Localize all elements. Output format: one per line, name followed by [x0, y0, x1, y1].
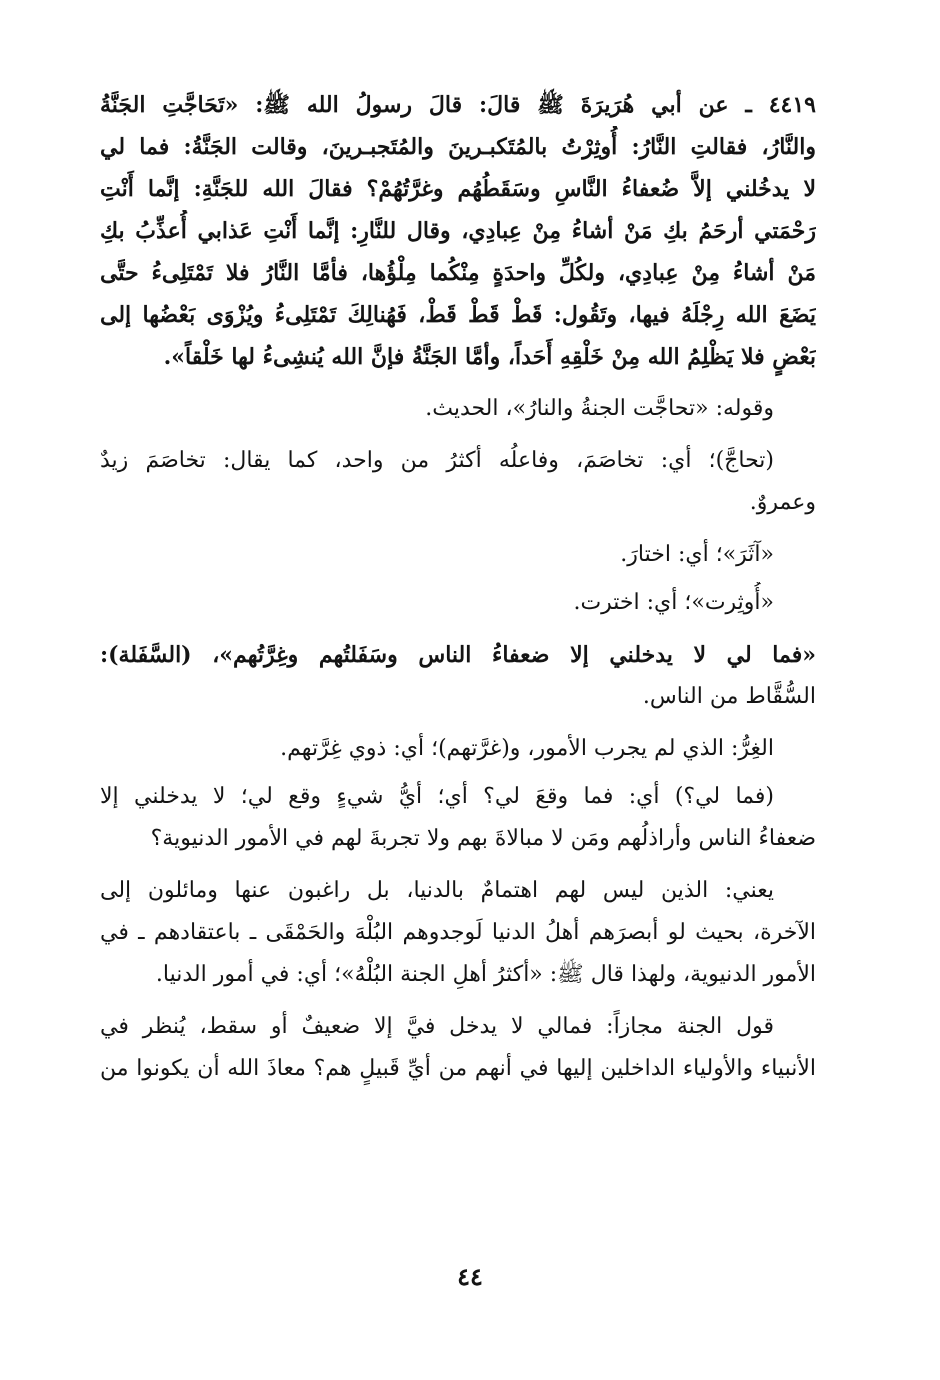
hadith-line: لا يدخُلني إلاَّ ضُعفاءُ النَّاسِ وسَقَطُهُم وغرَّتُهُمْ؟ فقالَ الله للجَنَّةِ: إنَّما أَنْتِ — [100, 176, 816, 202]
commentary-paragraph — [100, 1006, 816, 1090]
commentary-paragraph — [100, 776, 816, 860]
hadith-line: ٤٤١٩ ـ عن أبي هُرَيرَةَ ﷺ قالَ: قالَ رسولُ الله ﷺ: «تَحَاجَّتِ الجَنَّةُ — [100, 92, 816, 118]
hadith-line: والنَّارُ، فقالتِ النَّارُ: أُوثِرْتُ بالمُتَكبـرينَ والمُتَجبـرينَ، وقالت الجَنَّةُ: فما لي — [100, 134, 816, 160]
commentary-line: السُّقَّاط من الناس. — [642, 684, 816, 709]
commentary-line: «أُوثِرت»؛ أي: اخترت. — [573, 590, 774, 615]
commentary-paragraph — [100, 388, 816, 430]
commentary-paragraph — [100, 534, 816, 576]
commentary-line: «آثَرَ»؛ أي: اختارَ. — [620, 542, 774, 567]
hadith-line: يَضَعَ الله رِجْلَهُ فيها، وتَقُول: قَطْ قَطْ قَطْ، فَهُنالِكَ تَمْتَلِىءُ ويُزْوَى بَعْضُها إلى — [100, 302, 816, 328]
commentary-line: الغِرُّ: الذي لم يجرب الأمور، و(غرَّتهم)؛ أي: ذوي غِرَّتهم. — [280, 736, 774, 761]
commentary-line: الأنبياء والأولياء الداخلين إليها في أنهم من أيِّ قَبيلٍ هم؟ معاذَ الله أن يكونوا من — [100, 1056, 816, 1081]
hadith-line: رَحْمَتي أرحَمُ بكِ مَنْ أشاءُ مِنْ عِبادِي، وقال للنَّارِ: إنَّما أَنْتِ عَذابي أُعذِّبُ بكِ — [100, 218, 816, 244]
commentary-line: وعمروٌ. — [749, 490, 816, 515]
commentary-paragraph — [100, 728, 816, 770]
commentary-line: وقوله: «تحاجَّت الجنةُ والنارُ»، الحديث. — [425, 396, 774, 421]
commentary-line: يعني: الذين ليس لهم اهتمامٌ بالدنيا، بل راغبون عنها ومائلون إلى — [100, 878, 774, 903]
commentary-paragraph — [100, 870, 816, 996]
commentary-paragraph — [100, 582, 816, 624]
hadith-block — [100, 84, 816, 378]
hadith-line: مَنْ أشاءُ مِنْ عِبادِي، ولكُلِّ واحدَةٍ مِنْكُما مِلْؤُها، فأمَّا النَّارُ فلا تَمْتَلِىءُ حتَّى — [100, 260, 816, 286]
commentary-paragraph — [100, 440, 816, 524]
commentary-line: الآخرة، بحيث لو أبصرَهم أهلُ الدنيا لَوجدوهم البُلْهَ والحَمْقَى ـ باعتقادهم ـ في — [100, 920, 816, 945]
page-body — [100, 84, 816, 1090]
hadith-line: بَعْضٍ فلا يَظْلِمُ الله مِنْ خَلْقِهِ أَحَداً، وأمَّا الجَنَّةُ فإنَّ الله يُنشِىءُ لها خَلْقاً». — [163, 344, 816, 370]
commentary-line: الأمور الدنيوية، ولهذا قال ﷺ: «أكثرُ أهلِ الجنة البُلْهُ»؛ أي: في أمور الدنيا. — [155, 962, 816, 987]
commentary-line: (فما لي؟) أي: فما وقعَ لي؟ أي؛ أيُّ شيءٍ وقع لي؛ لا يدخلني إلا — [100, 784, 774, 809]
commentary-line: «فما لي لا يدخلني إلا ضعفاءُ الناس وسَفَلتُهم وغِرَّتُهم»، (السَّفَلة): — [100, 642, 816, 668]
commentary-line: ضعفاءُ الناس وأراذلُهم ومَن لا مبالاةَ بهم ولا تجربةَ لهم في الأمور الدنيوية؟ — [150, 826, 816, 851]
commentary-paragraph — [100, 634, 816, 718]
commentary-line: قول الجنة مجازاً: فمالي لا يدخل فيَّ إلا ضعيفٌ أو سقط، يُنظر في — [100, 1014, 774, 1039]
page-number: ٤٤ — [457, 1262, 483, 1291]
commentary-line: (تحاجَّ)؛ أي: تخاصَمَ، وفاعلُه أكثرُ من واحد، كما يقال: تخاصَمَ زيدٌ — [100, 448, 774, 473]
